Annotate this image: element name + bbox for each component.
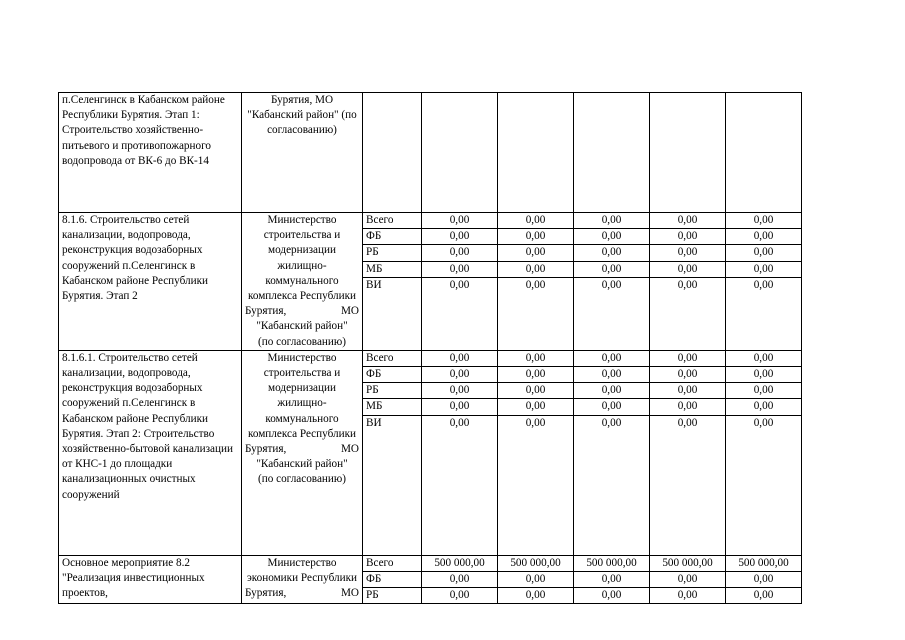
executor-line: модернизации жилищно- — [268, 382, 336, 410]
amount-value: 0,00 — [525, 416, 546, 429]
amount-cell — [498, 93, 574, 213]
executor-cell — [242, 555, 363, 604]
amount-value: 0,00 — [422, 262, 497, 278]
amount-value: 0,00 — [498, 572, 573, 588]
amount-cell — [498, 555, 574, 604]
amount-cell — [422, 213, 498, 351]
executor-line: экономики Республики — [246, 572, 358, 585]
amount-value: 0,00 — [449, 589, 470, 602]
funding-source-label: ФБ — [363, 367, 421, 383]
funding-source-cell — [363, 555, 422, 604]
executor-word: Бурятия, — [245, 443, 287, 456]
activity-name-cell: Основное мероприятие 8.2 "Реализация инвестиционных проектов, — [59, 555, 242, 604]
amount-value: 0,00 — [498, 245, 573, 261]
executor-cell — [242, 93, 363, 213]
amount-value: 0,00 — [525, 278, 546, 291]
funding-source-label: ВИ — [366, 278, 382, 291]
amount-value: 500 000,00 — [726, 556, 801, 572]
amount-value: 0,00 — [498, 262, 573, 278]
amount-value: 0,00 — [726, 572, 801, 588]
amount-value: 0,00 — [525, 589, 546, 602]
amount-cell — [574, 93, 650, 213]
amount-value: 0,00 — [601, 416, 622, 429]
amount-value: 0,00 — [650, 213, 725, 229]
amount-value: 0,00 — [650, 572, 725, 588]
funding-source-label: Всего — [363, 351, 421, 367]
funding-source-label: Всего — [363, 213, 421, 229]
executor-line: коммунального — [265, 274, 339, 287]
executor-cell — [242, 350, 363, 555]
executor-line: согласованию) — [267, 124, 337, 137]
amount-cell — [498, 350, 574, 555]
amount-value: 0,00 — [726, 367, 801, 383]
amount-cell — [650, 350, 726, 555]
amount-value: 0,00 — [726, 245, 801, 261]
funding-source-label: МБ — [363, 262, 421, 278]
amount-cell — [422, 555, 498, 604]
funding-source-cell — [363, 93, 422, 213]
executor-line: Бурятия, МО — [270, 94, 334, 106]
amount-value: 0,00 — [726, 399, 801, 415]
amount-value: 0,00 — [574, 213, 649, 229]
executor-line: модернизации жилищно- — [268, 244, 336, 272]
amount-cell — [650, 93, 726, 213]
amount-value: 500 000,00 — [498, 556, 573, 572]
table-body — [59, 93, 802, 604]
funding-source-cell — [363, 213, 422, 351]
amount-cell — [726, 350, 802, 555]
funding-source-label: Всего — [363, 556, 421, 572]
amount-value: 0,00 — [677, 278, 698, 291]
amount-value: 0,00 — [650, 399, 725, 415]
executor-line — [245, 586, 359, 601]
executor-line: Министерство — [267, 214, 337, 226]
table-row — [59, 213, 802, 351]
amount-value: 0,00 — [574, 351, 649, 367]
executor-line: строительства и — [263, 367, 341, 380]
amount-value: 0,00 — [498, 399, 573, 415]
amount-value: 0,00 — [726, 262, 801, 278]
activity-name-cell: 8.1.6.1. Строительство сетей канализации, водопровода, реконструкция водозаборных сооружений п.Селенгинск в Кабанском районе Республики Бурятия. Этап 2: Строительство хозяйственно-бытовой канализации от КНС-1 до площадки канализационных очистных сооружений — [59, 350, 242, 555]
amount-value: 0,00 — [650, 262, 725, 278]
executor-line: "Кабанский район" (по — [247, 109, 357, 122]
executor-line: коммунального — [265, 412, 339, 425]
amount-value: 0,00 — [677, 589, 698, 602]
table-row — [59, 93, 802, 213]
amount-value: 0,00 — [574, 572, 649, 588]
funding-source-cell — [363, 350, 422, 555]
amount-value: 0,00 — [753, 278, 774, 291]
funding-source-label: ВИ — [366, 416, 382, 429]
amount-cell — [422, 350, 498, 555]
amount-value: 0,00 — [753, 589, 774, 602]
amount-value: 0,00 — [574, 262, 649, 278]
funding-source-label: МБ — [363, 399, 421, 415]
amount-value: 0,00 — [422, 572, 497, 588]
amount-value: 0,00 — [726, 229, 801, 245]
amount-value: 0,00 — [574, 367, 649, 383]
executor-line: Министерство — [267, 556, 337, 569]
amount-value: 0,00 — [650, 245, 725, 261]
amount-value: 0,00 — [726, 351, 801, 367]
executor-word: Бурятия, — [245, 587, 287, 600]
executor-line: (по согласованию) — [258, 473, 346, 486]
amount-value: 0,00 — [574, 245, 649, 261]
executor-line: комплекса Республики — [247, 290, 356, 303]
amount-value: 0,00 — [677, 416, 698, 429]
amount-value: 500 000,00 — [422, 556, 497, 572]
amount-value: 0,00 — [650, 367, 725, 383]
executor-word: Бурятия, — [245, 305, 287, 318]
amount-value: 0,00 — [449, 278, 470, 291]
funding-source-label: ФБ — [363, 572, 421, 588]
amount-value: 0,00 — [422, 367, 497, 383]
amount-value: 0,00 — [601, 278, 622, 291]
amount-value: 0,00 — [498, 367, 573, 383]
amount-value: 0,00 — [574, 229, 649, 245]
amount-value: 0,00 — [574, 383, 649, 399]
funding-source-label: РБ — [363, 245, 421, 261]
executor-line: (по согласованию) — [258, 335, 346, 348]
amount-value: 0,00 — [650, 383, 725, 399]
amount-value: 500 000,00 — [574, 556, 649, 572]
executor-word: МО — [340, 443, 359, 456]
executor-cell — [242, 213, 363, 351]
amount-cell — [726, 93, 802, 213]
executor-line: Министерство — [267, 351, 337, 364]
executor-line: комплекса Республики — [247, 427, 356, 440]
amount-value: 0,00 — [498, 351, 573, 367]
amount-value: 0,00 — [650, 351, 725, 367]
executor-word: МО — [340, 305, 359, 318]
amount-value: 0,00 — [601, 589, 622, 602]
table-row — [59, 350, 802, 555]
amount-value: 0,00 — [422, 213, 497, 229]
amount-value: 0,00 — [449, 416, 470, 429]
amount-cell — [574, 213, 650, 351]
amount-value: 0,00 — [650, 229, 725, 245]
activity-name-cell: 8.1.6. Строительство сетей канализации, водопровода, реконструкция водозаборных сооружений п.Селенгинск в Кабанском районе Республики Бурятия. Этап 2 — [59, 213, 242, 351]
executor-line — [245, 442, 359, 457]
table-row — [59, 555, 802, 604]
amount-cell — [726, 213, 802, 351]
amount-cell — [574, 350, 650, 555]
amount-value: 0,00 — [498, 213, 573, 229]
amount-value: 0,00 — [422, 245, 497, 261]
funding-source-label: РБ — [366, 589, 379, 602]
amount-value: 0,00 — [574, 399, 649, 415]
amount-cell — [422, 93, 498, 213]
executor-line — [245, 304, 359, 319]
activity-name-cell: п.Селенгинск в Кабанском районе Республики Бурятия. Этап 1: Строительство хозяйственно-питьевого и противопожарного водопровода от ВК-6 до ВК-14 — [59, 93, 242, 213]
amount-value: 0,00 — [422, 399, 497, 415]
amount-value: 0,00 — [498, 383, 573, 399]
amount-cell — [498, 213, 574, 351]
executor-word: МО — [340, 587, 359, 600]
amount-value: 0,00 — [422, 383, 497, 399]
executor-line: "Кабанский район" — [256, 458, 348, 471]
budget-table — [58, 92, 802, 604]
executor-line: "Кабанский район" — [256, 320, 348, 333]
amount-value: 0,00 — [498, 229, 573, 245]
amount-cell — [726, 555, 802, 604]
funding-source-label: РБ — [363, 383, 421, 399]
executor-line: строительства и — [263, 229, 341, 242]
amount-cell — [574, 555, 650, 604]
amount-value: 0,00 — [753, 416, 774, 429]
amount-value: 0,00 — [422, 351, 497, 367]
amount-cell — [650, 213, 726, 351]
amount-value: 0,00 — [726, 383, 801, 399]
amount-value: 500 000,00 — [650, 556, 725, 572]
amount-value: 0,00 — [422, 229, 497, 245]
amount-value: 0,00 — [726, 213, 801, 229]
amount-cell — [650, 555, 726, 604]
funding-source-label: ФБ — [363, 229, 421, 245]
